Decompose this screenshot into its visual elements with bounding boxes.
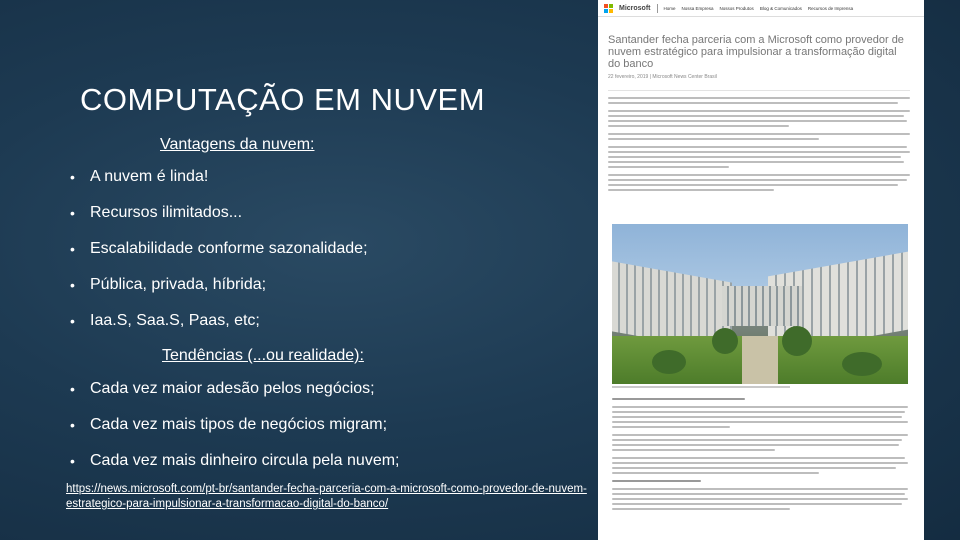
nav-item-produtos[interactable]: Nossos Produtos — [719, 5, 754, 11]
article-date: 22 fevereiro, 2019 | Microsoft News Center Brasil — [608, 74, 717, 80]
nav-item-empresa[interactable]: Nossa Empresa — [681, 5, 714, 11]
campus-photo — [612, 224, 908, 384]
article-paragraph — [608, 146, 910, 168]
source-link[interactable]: https://news.microsoft.com/pt-br/santander-fecha-parceria-com-a-microsoft-como-provedor-de-nuvem-estrategico-para-impulsionar-a-transformacao-digital-do-banco/ — [66, 483, 587, 510]
article-paragraph — [608, 174, 910, 191]
article-body — [608, 22, 910, 197]
nav-item-home[interactable]: Home — [663, 5, 676, 11]
list-item: • Recursos ilimitados... — [70, 204, 368, 240]
article-paragraph — [608, 133, 910, 140]
microsoft-logo-icon — [604, 4, 613, 13]
list-item: • Pública, privada, híbrida; — [70, 276, 368, 312]
advantages-heading: Vantagens da nuvem: — [160, 136, 315, 153]
divider — [657, 4, 658, 13]
list-item: • A nuvem é linda! — [70, 168, 368, 204]
brand-name: Microsoft — [619, 4, 651, 12]
photo-caption — [612, 386, 908, 391]
nav-item-imprensa[interactable]: Recursos de Imprensa — [807, 5, 854, 11]
divider — [608, 90, 910, 91]
site-header — [598, 0, 924, 17]
article-lead — [608, 97, 910, 104]
list-item: • Iaa.S, Saa.S, Paas, etc; — [70, 312, 368, 348]
nav-item-blog[interactable]: Blog & Comunicados — [759, 5, 802, 11]
slide-title: COMPUTAÇÃO EM NUVEM — [80, 82, 486, 117]
trends-heading: Tendências (...ou realidade): — [162, 347, 364, 364]
article-lower-section — [612, 398, 908, 516]
article-title: Santander fecha parceria com a Microsoft como provedor de nuvem estratégico para impulsionar a transformação digital do banco — [608, 34, 904, 70]
list-item: • Escalabilidade conforme sazonalidade; — [70, 240, 368, 276]
list-item: • Cada vez maior adesão pelos negócios; — [70, 380, 399, 416]
advantages-list — [70, 168, 368, 348]
list-item: • Cada vez mais tipos de negócios migram; — [70, 416, 399, 452]
article-paragraph — [608, 110, 910, 127]
list-item: • Cada vez mais dinheiro circula pela nuvem; — [70, 452, 399, 488]
trends-list — [70, 380, 399, 488]
article-screenshot — [598, 0, 924, 540]
